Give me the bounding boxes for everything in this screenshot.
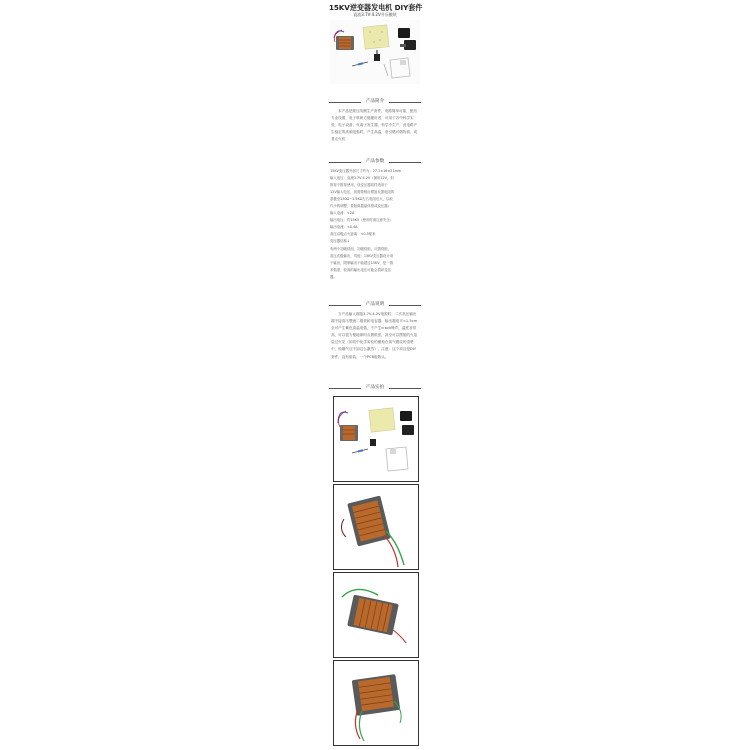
kit-photo-top <box>330 20 420 84</box>
intro-section-header <box>329 99 421 105</box>
divider-right <box>389 305 421 306</box>
spec-line: 推荐不推荐使用，设变压器同样适用于 <box>330 183 388 188</box>
spec-line: 输入电压：直流3.7V-4.2V（最用12V，但 <box>330 176 394 181</box>
divider-right <box>389 388 421 389</box>
params-heading: 产品参数 <box>365 159 385 164</box>
photos-section-header <box>329 385 421 391</box>
spec-line: 基极至150Ω~1.5KΩ左右电阻后大，以取 <box>330 197 393 202</box>
transformer-photo-3 <box>334 661 418 745</box>
params-section-header <box>329 159 421 165</box>
spec-line: 输入电流：<2A <box>330 211 355 216</box>
notes-heading: 产品说明 <box>365 302 385 307</box>
spec-line: 输出电流：<0.4A <box>330 225 358 230</box>
page-subtitle: 直流3.7V-4.2V升压模块 <box>353 12 397 17</box>
product-description-column <box>329 0 421 750</box>
spec-line: 变压器结构↓ <box>330 239 350 244</box>
transformer-photo-frame-2 <box>333 572 419 658</box>
notes-section-header <box>329 302 421 308</box>
spec-line: 高压次级输出，具他：15KV变压器设计用 <box>330 253 394 258</box>
transformer-photo-2 <box>334 573 418 657</box>
divider-right <box>389 102 421 103</box>
intro-heading: 产品简介 <box>365 99 385 104</box>
photos-heading: 产品实拍 <box>365 385 385 390</box>
transformer-photo-1 <box>334 485 418 569</box>
spec-line: 代小的调整，要阻碍摇晶体管或变压器） <box>330 204 392 209</box>
transformer-photo-frame-3 <box>333 660 419 746</box>
spec-list <box>330 168 420 281</box>
intro-paragraph: 本产品是继压线圈生产套件，电路简单可靠，配有专业线图，电子科研方便趣好者，可用于各中科学实验，电子设备，负离子发生器，科学小生产，此电路产生稳定的高频电弧时，产生高温，垂引燃可燃物质，或者点火机 <box>331 109 418 142</box>
kit-photo-frame <box>333 396 419 482</box>
notes-paragraph: 当产品输入端接3.7V-4.2V电源时，二次高压输出端不接高压整流二极管和电容器，输出端电平<1.5cm全可产生紫色高温电弧，不产生crack噪声，温度非常高，可以很方便地即时点燃纸张，甚至可以摆脱的火焰烧过火花（如初中化学实验的蜡烛在氧气燃烧的清楚中，惊爆气还不如这么激烈），注意：这个项目是DIY套件，没有组装，一个PCB板散认。 <box>331 312 418 359</box>
spec-line: 于输出，限制输出不能超过15KV，是一推 <box>330 260 394 265</box>
spec-line: 器。 <box>330 274 337 279</box>
divider-right <box>389 162 421 163</box>
kit-photo <box>334 397 418 481</box>
transformer-photo-frame-1 <box>333 484 419 570</box>
spec-line: 高压双极点火距离：<0.5厘米 <box>330 232 376 237</box>
spec-line: 米弧度，较高的输出电压可能会损坏变压 <box>330 267 392 272</box>
spec-line: 15KV变压器外部尺寸约为：27.1×16×21mm <box>330 169 402 173</box>
spec-line: 12V输入电压，但需要相应增加反馈电阻的 <box>330 190 395 195</box>
page-title: 15KV逆变器发电机 DIY套件 <box>329 3 423 12</box>
spec-line: 有两个初级绕组，初级绕组，反馈绕组， <box>330 246 392 251</box>
spec-line: 输出电压：约15KV（使用时请注意安全） <box>330 218 394 223</box>
